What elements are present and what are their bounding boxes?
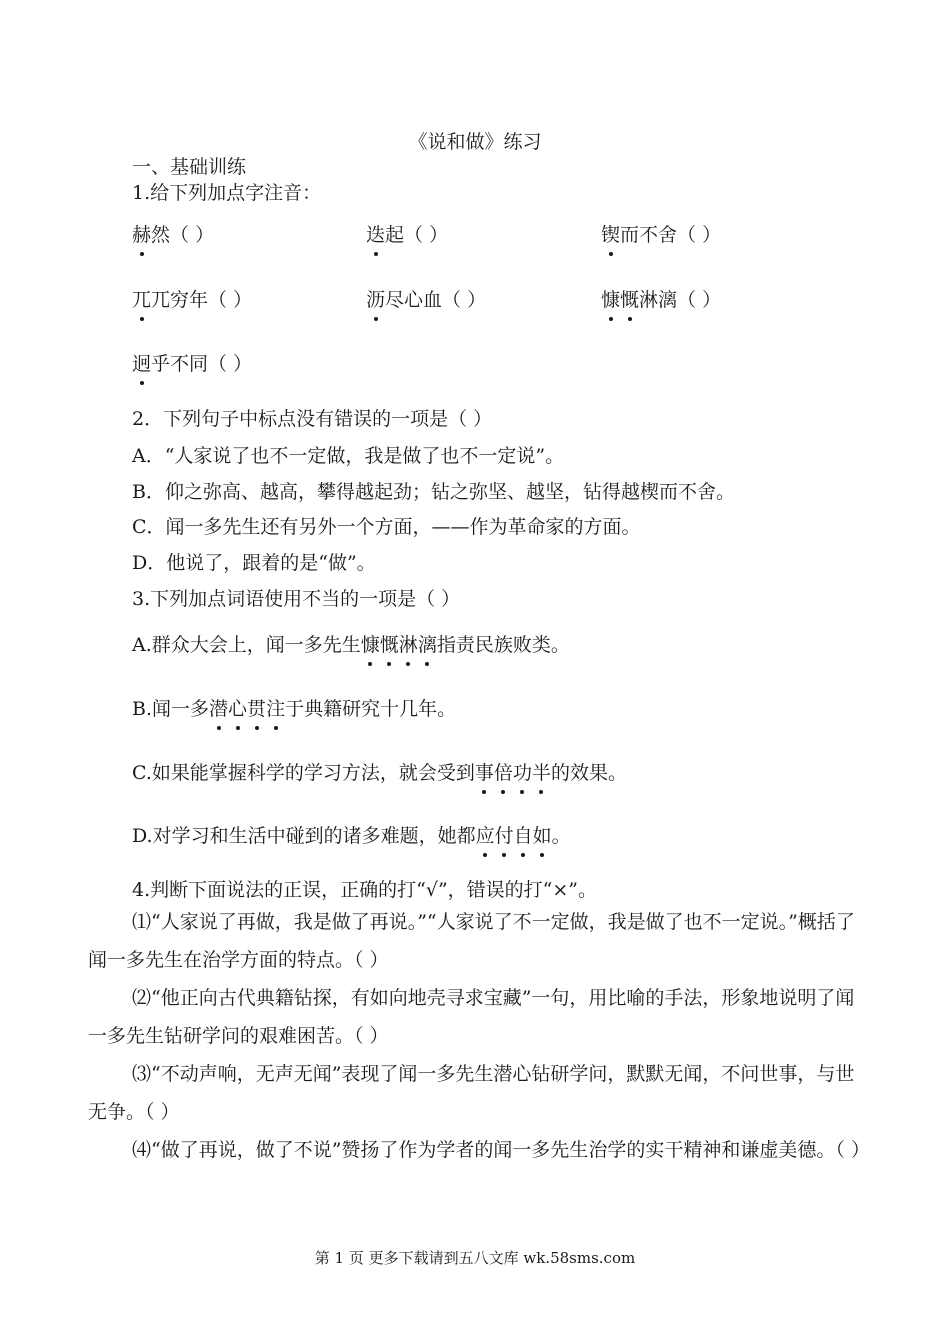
option-d: D.对学习和生活中碰到的诸多难题，她都应付自如。 — [132, 821, 571, 848]
page-footer: 第 1 页 更多下载请到五八文库 wk.58sms.com — [314, 1249, 636, 1267]
dotted-char: 自 — [514, 821, 533, 848]
dotted-char: 淋 — [399, 630, 418, 657]
option-d: D．他说了，跟着的是“做”。 — [132, 552, 376, 574]
question-4-stem: 4.判断下面说法的正误，正确的打“√”，错误的打“×”。 — [132, 879, 598, 901]
dotted-char: 功 — [513, 758, 532, 785]
dotted-char: 倍 — [494, 758, 513, 785]
dotted-char: 迭 — [366, 220, 385, 247]
option-b: B.闻一多潜心贯注于典籍研究十几年。 — [132, 694, 456, 721]
judgment-item: ⑴“人家说了再做，我是做了再说。”“人家说了不一定做，我是做了也不一定说。”概括了闻一多先生在治学方面的特点。（ ） — [88, 911, 855, 971]
dotted-char: 半 — [532, 758, 551, 785]
option-c: C．闻一多先生还有另外一个方面，——作为革命家的方面。 — [132, 516, 641, 538]
dotted-char: 赫 — [132, 220, 151, 247]
dotted-char: 迥 — [132, 349, 151, 376]
q1-item: 锲而不舍（ ） — [601, 220, 721, 247]
option-a: A．“人家说了也不一定做，我是做了也不一定说”。 — [132, 445, 565, 467]
dotted-char: 慷 — [601, 285, 620, 312]
q1-item: 兀兀穷年（ ） — [132, 285, 252, 312]
dotted-char: 潜 — [209, 694, 228, 721]
dotted-char: 注 — [266, 694, 285, 721]
question-2-stem: 2．下列句子中标点没有错误的一项是（ ） — [132, 408, 493, 430]
section-heading: 一、基础训练 — [132, 156, 247, 178]
dotted-char: 慨 — [380, 630, 399, 657]
q1-item: 慷慨淋漓（ ） — [601, 285, 721, 312]
q1-item: 迥乎不同（ ） — [132, 349, 252, 376]
q1-item: 赫然（ ） — [132, 220, 214, 247]
dotted-char: 兀 — [132, 285, 151, 312]
dotted-char: 付 — [495, 821, 514, 848]
question-3-stem: 3.下列加点词语使用不当的一项是（ ） — [132, 588, 461, 610]
dotted-char: 沥 — [366, 285, 385, 312]
page-title: 《说和做》练习 — [408, 131, 542, 153]
dotted-char: 如 — [533, 821, 552, 848]
dotted-char: 心 — [228, 694, 247, 721]
dotted-char: 贯 — [247, 694, 266, 721]
dotted-char: 锲 — [601, 220, 620, 247]
question-1-stem: 1.给下列加点字注音： — [132, 182, 322, 204]
dotted-char: 漓 — [418, 630, 437, 657]
judgment-item: ⑵“他正向古代典籍钻探，有如向地壳寻求宝藏”一句，用比喻的手法，形象地说明了闻一多先生钻研学问的艰难困苦。（ ） — [88, 987, 855, 1047]
q1-item: 沥尽心血（ ） — [366, 285, 486, 312]
q1-item: 迭起（ ） — [366, 220, 448, 247]
dotted-char: 慨 — [620, 285, 639, 312]
option-b: B．仰之弥高、越高，攀得越起劲；钻之弥坚、越坚，钻得越楔而不舍。 — [132, 481, 735, 503]
judgment-item: ⑷“做了再说，做了不说”赞扬了作为学者的闻一多先生治学的实干精神和谦虚美德。（ ） — [132, 1139, 870, 1161]
judgment-item: ⑶“不动声响，无声无闻”表现了闻一多先生潜心钻研学问，默默无闻，不问世事，与世无争。（ ） — [88, 1063, 855, 1123]
option-c: C.如果能掌握科学的学习方法，就会受到事倍功半的效果。 — [132, 758, 627, 785]
dotted-char: 慷 — [361, 630, 380, 657]
dotted-char: 事 — [475, 758, 494, 785]
option-a: A.群众大会上，闻一多先生慷慨淋漓指责民族败类。 — [132, 630, 570, 657]
dotted-char: 应 — [476, 821, 495, 848]
